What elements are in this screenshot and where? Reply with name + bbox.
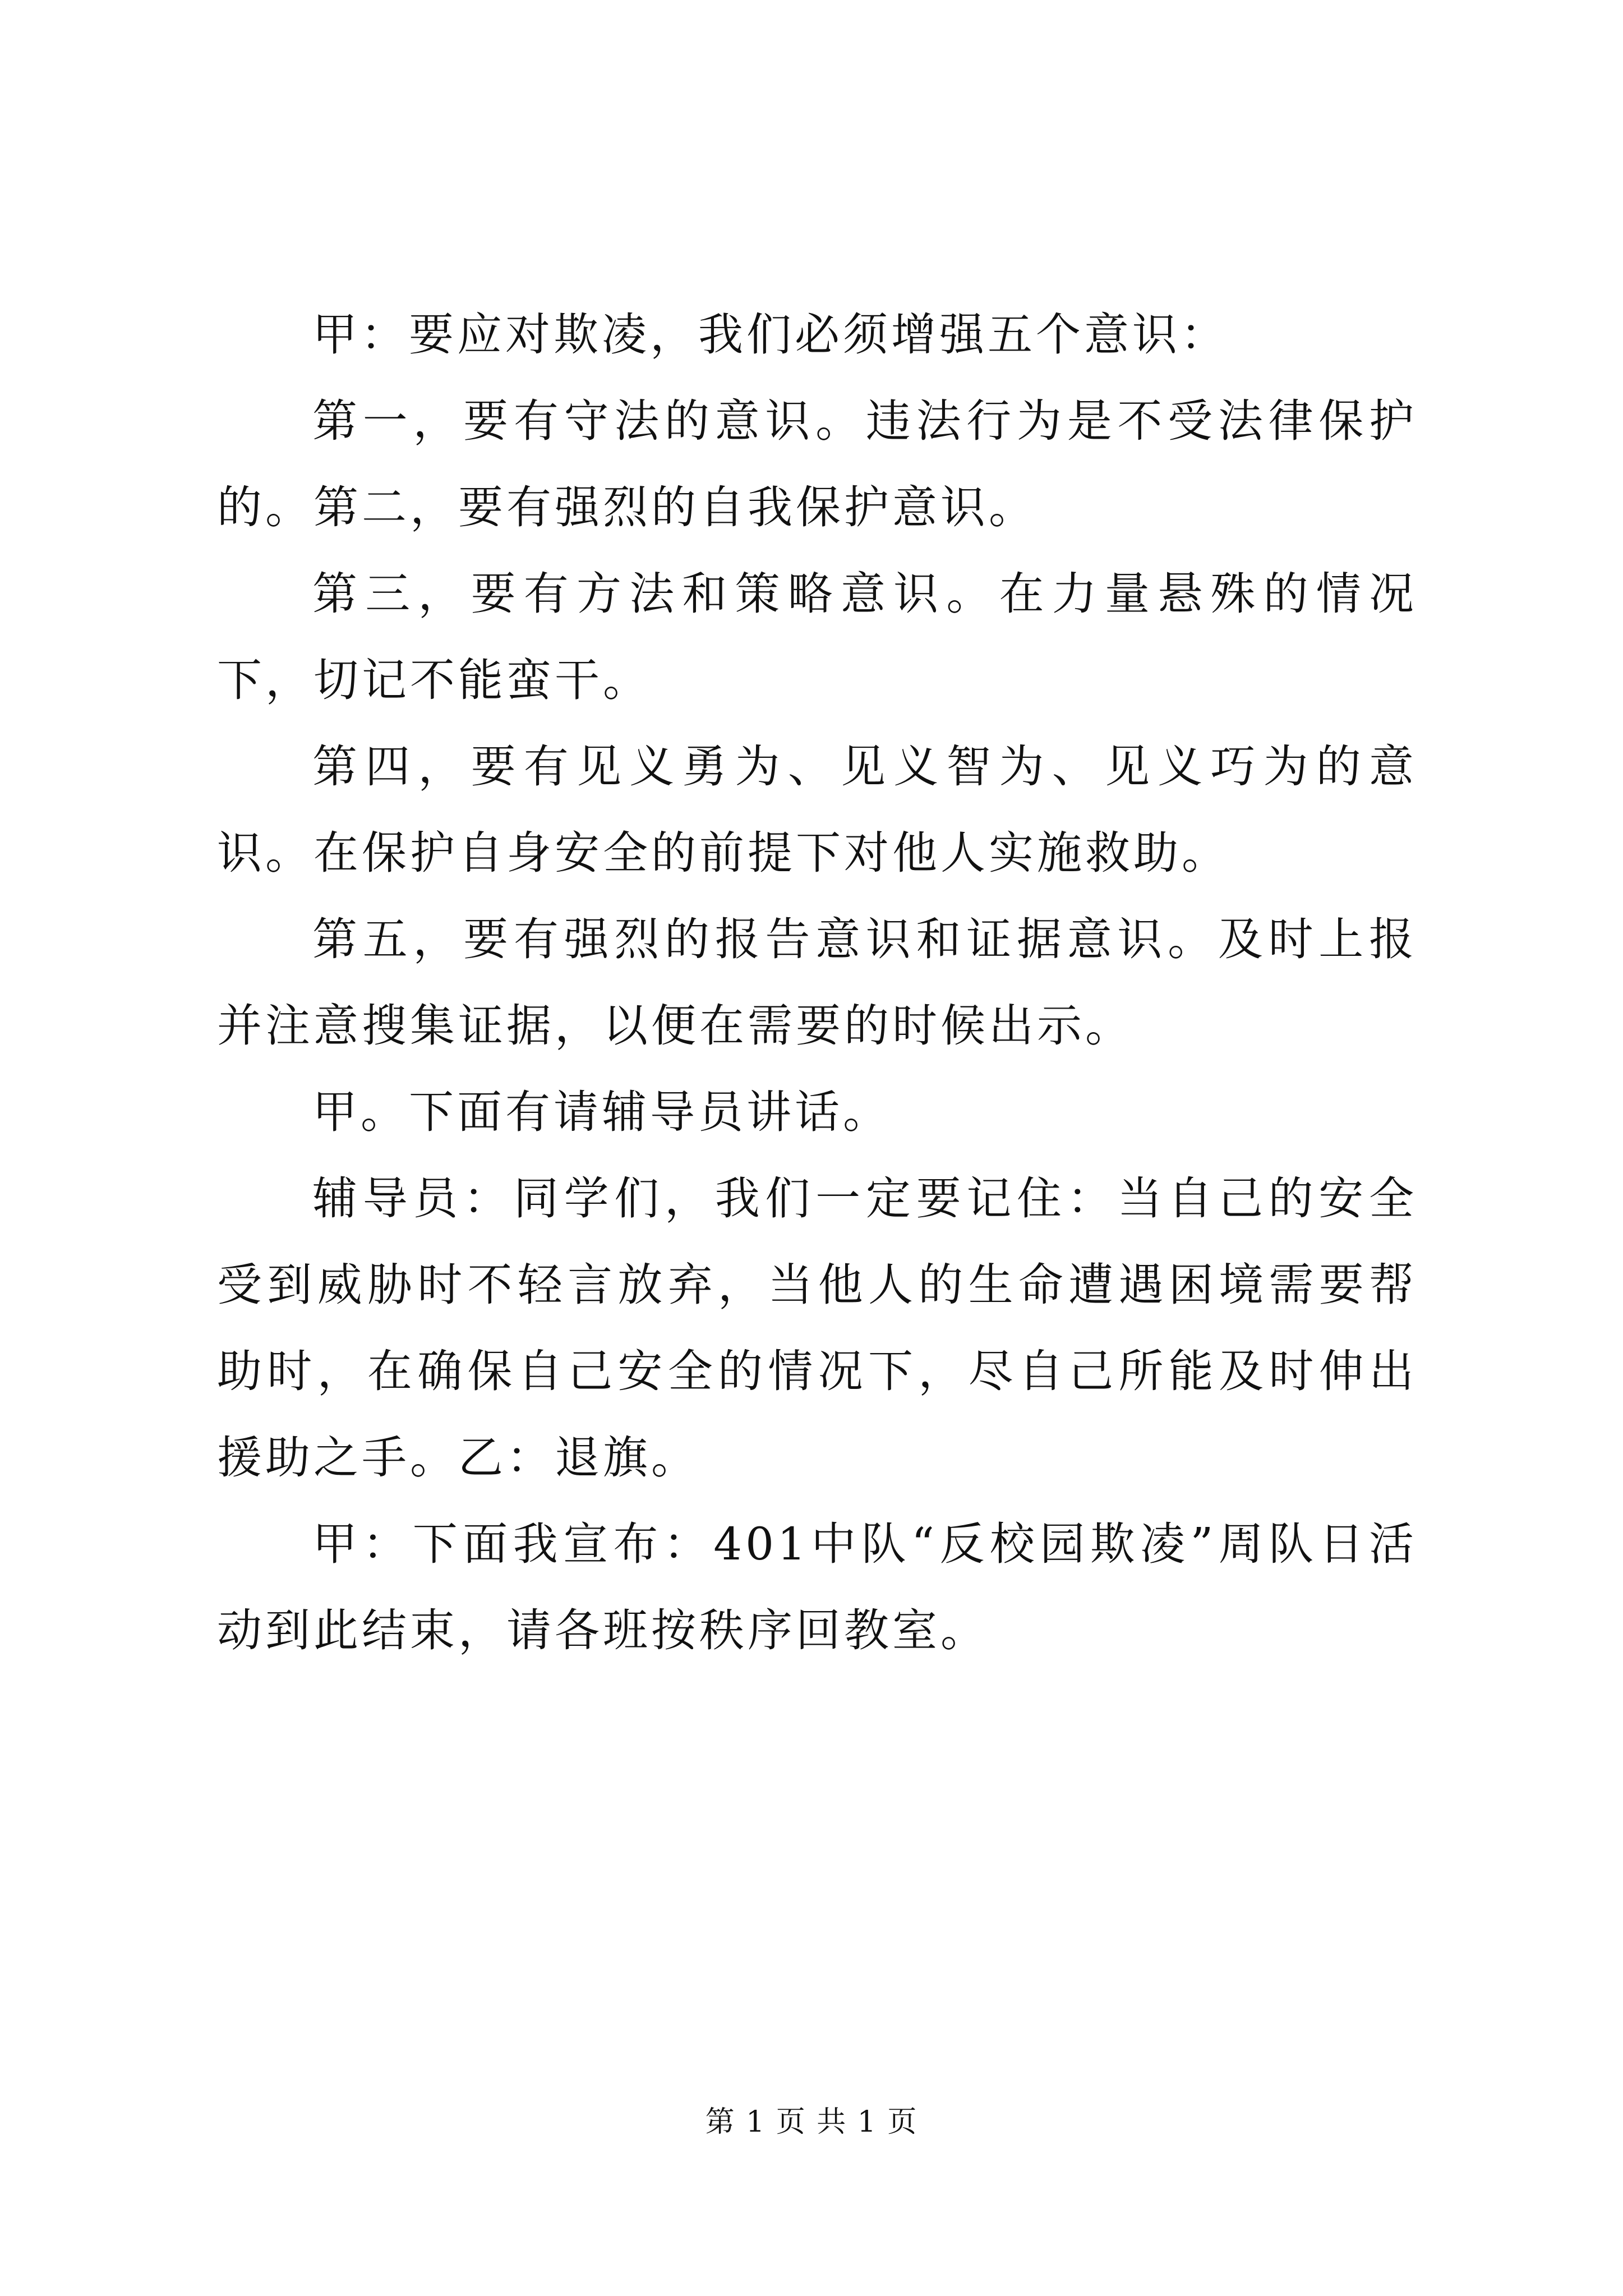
paragraph-closing: 甲：下面我宣布：401中队“反校园欺凌”周队日活动到此结束，请各班按秩序回教室。 bbox=[217, 1518, 1417, 1657]
paragraph-counselor-speech: 辅导员：同学们，我们一定要记住：当自己的安全受到威胁时不轻言放弃，当他人的生命遭遇困境需要帮助时，在确保自己安全的情况下，尽自己所能及时伸出援助之手。乙：退旗。 bbox=[217, 1172, 1417, 1484]
document-body bbox=[217, 292, 1417, 1674]
paragraph-fourth: 第四，要有见义勇为、见义智为、见义巧为的意识。在保护自身安全的前提下对他人实施救助。 bbox=[217, 740, 1417, 879]
paragraph-fifth: 第五，要有强烈的报告意识和证据意识。及时上报并注意搜集证据，以便在需要的时候出示。 bbox=[217, 913, 1417, 1052]
paragraph-third: 第三，要有方法和策略意识。在力量悬殊的情况下，切记不能蛮干。 bbox=[217, 568, 1417, 706]
paragraph-first-second: 第一，要有守法的意识。违法行为是不受法律保护的。第二，要有强烈的自我保护意识。 bbox=[217, 395, 1417, 533]
paragraph-invite-counselor: 甲。下面有请辅导员讲话。 bbox=[312, 1086, 891, 1138]
page-footer: 第 1 页 共 1 页 bbox=[705, 2105, 918, 2139]
paragraph-intro: 甲：要应对欺凌，我们必须增强五个意识： bbox=[312, 309, 1229, 361]
